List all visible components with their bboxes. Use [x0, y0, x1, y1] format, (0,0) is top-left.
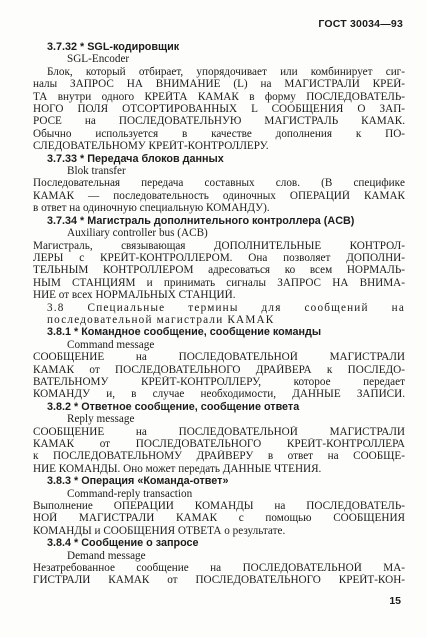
- text-line: НИЕ от всех НОРМАЛЬНЫХ СТАНЦИЙ.: [33, 289, 236, 302]
- english-term: Auxiliary controller bus (ACB): [67, 227, 208, 240]
- subsection-title: последовательной магистрали КАМАК: [47, 313, 275, 326]
- text-line: РОСЕ на ПОСЛЕДОВАТЕЛЬНУЮ МАГИСТРАЛЬ КАМАК.: [33, 115, 405, 128]
- text-line: ТА внутри одного КРЕЙТА КАМАК в форму ПОСЛЕДОВАТЕЛЬ-: [33, 90, 405, 103]
- text-line: ТЕЛЬНЫМ КОНТРОЛЛЕРОМ адресоваться ко всем НОРМАЛЬ-: [33, 264, 405, 277]
- section-heading: 3.8.4 * Сообщение о запросе: [47, 537, 199, 550]
- text-line: Выполнение ОПЕРАЦИИ КОМАНДЫ на ПОСЛЕДОВАТЕЛЬ-: [33, 500, 405, 513]
- text-line: КОМАНДУ и, в случае необходимости, ДАННЫЕ ЗАПИСИ.: [33, 388, 405, 401]
- text-line: в ответ на одиночную специальную КОМАНДУ).: [33, 202, 270, 215]
- text-line: Магистраль, связывающая ДОПОЛНИТЕЛЬНЫЕ КОНТРОЛ-: [33, 239, 405, 252]
- section-heading: 3.7.34 * Магистраль дополнительного контроллера (ACB): [47, 214, 355, 227]
- english-term: Blok transfer: [67, 165, 126, 178]
- section-heading: 3.7.33 * Передача блоков данных: [47, 152, 224, 165]
- text-line: налы ЗАПРОС НА ВНИМАНИЕ (L) на МАГИСТРАЛИ КРЕЙ-: [33, 78, 405, 91]
- text-line: к ПОСЛЕДОВАТЕЛЬНОМУ ДРАЙВЕРУ в ответ на СООБЩЕ-: [33, 450, 405, 463]
- text-line: НОЙ МАГИСТРАЛИ КАМАК с помощью СООБЩЕНИЯ: [33, 512, 405, 525]
- section-heading: 3.8.2 * Ответное сообщение, сообщение ответа: [47, 400, 300, 413]
- english-term: Command message: [67, 338, 155, 351]
- text-line: КАМАК от ПОСЛЕДОВАТЕЛЬНОГО КРЕЙТ-КОНТРОЛЛЕРА: [33, 438, 405, 450]
- text-line: СООБЩЕНИЕ на ПОСЛЕДОВАТЕЛЬНОЙ МАГИСТРАЛИ: [33, 351, 405, 364]
- text-line: ЛЕРЫ с КРЕЙТ-КОНТРОЛЛЕРОМ. Она позволяет ДОПОЛНИ-: [33, 251, 405, 264]
- text-line: ГИСТРАЛИ КАМАК от ПОСЛЕДОВАТЕЛЬНОГО КРЕЙТ-КОН-: [33, 574, 405, 587]
- text-line: СЛЕДОВАТЕЛЬНОМУ КРЕЙТ-КОНТРОЛЛЕРУ.: [33, 140, 269, 153]
- english-term: Reply message: [67, 413, 135, 426]
- section-heading: 3.8.3 * Операция «Команда-ответ»: [47, 475, 229, 488]
- page-header-standard: ГОСТ 30034—93: [318, 18, 403, 30]
- text-line: Незатребованное сообщение на ПОСЛЕДОВАТЕЛЬНОЙ МА-: [33, 562, 405, 575]
- text-line: НИЕ КОМАНДЫ. Оно может передать ДАННЫЕ ЧТЕНИЯ.: [33, 462, 322, 475]
- section-heading: 3.8.1 * Командное сообщение, сообщение команды: [47, 326, 322, 339]
- text-line: СООБЩЕНИЕ на ПОСЛЕДОВАТЕЛЬНОЙ МАГИСТРАЛИ: [33, 425, 405, 438]
- text-line: Обычно используется в качестве дополнения к ПО-: [33, 127, 405, 140]
- text-line: КАМАК — последовательность одиночных ОПЕРАЦИЙ КАМАК: [33, 189, 405, 202]
- english-term: Command-reply transaction: [67, 487, 193, 500]
- section-heading: 3.7.32 * SGL-кодировщик: [47, 41, 180, 53]
- document-body: [33, 41, 405, 587]
- english-term: SGL-Encoder: [67, 53, 130, 66]
- subsection-title: 3.8 Специальные термины для сообщений на: [47, 301, 405, 314]
- text-line: Последовательная передача составных слов. (В спецификe: [33, 177, 405, 190]
- text-line: НОГО ПОЛЯ ОТСОРТИРОВАННЫХ L СООБЩЕНИЯ О ЗАП-: [33, 103, 405, 116]
- text-line: КАМАК от ПОСЛЕДОВАТЕЛЬНОГО ДРАЙВЕРА к ПОСЛЕДО-: [33, 363, 405, 376]
- text-line: ВАТЕЛЬНОМУ КРЕЙТ-КОНТРОЛЛЕРУ, которое передает: [33, 375, 405, 388]
- text-line: НЫМ СТАНЦИЯМ и принимать сигналы ЗАПРОС НА ВНИМА-: [33, 276, 405, 289]
- text-line: КОМАНДЫ и СООБЩЕНИЯ ОТВЕТА о результате.: [33, 524, 286, 537]
- page-number: 15: [389, 595, 401, 607]
- english-term: Demand message: [67, 549, 146, 562]
- text-line: Блок, который отбирает, упорядочивает или комбинирует сиг-: [47, 65, 405, 78]
